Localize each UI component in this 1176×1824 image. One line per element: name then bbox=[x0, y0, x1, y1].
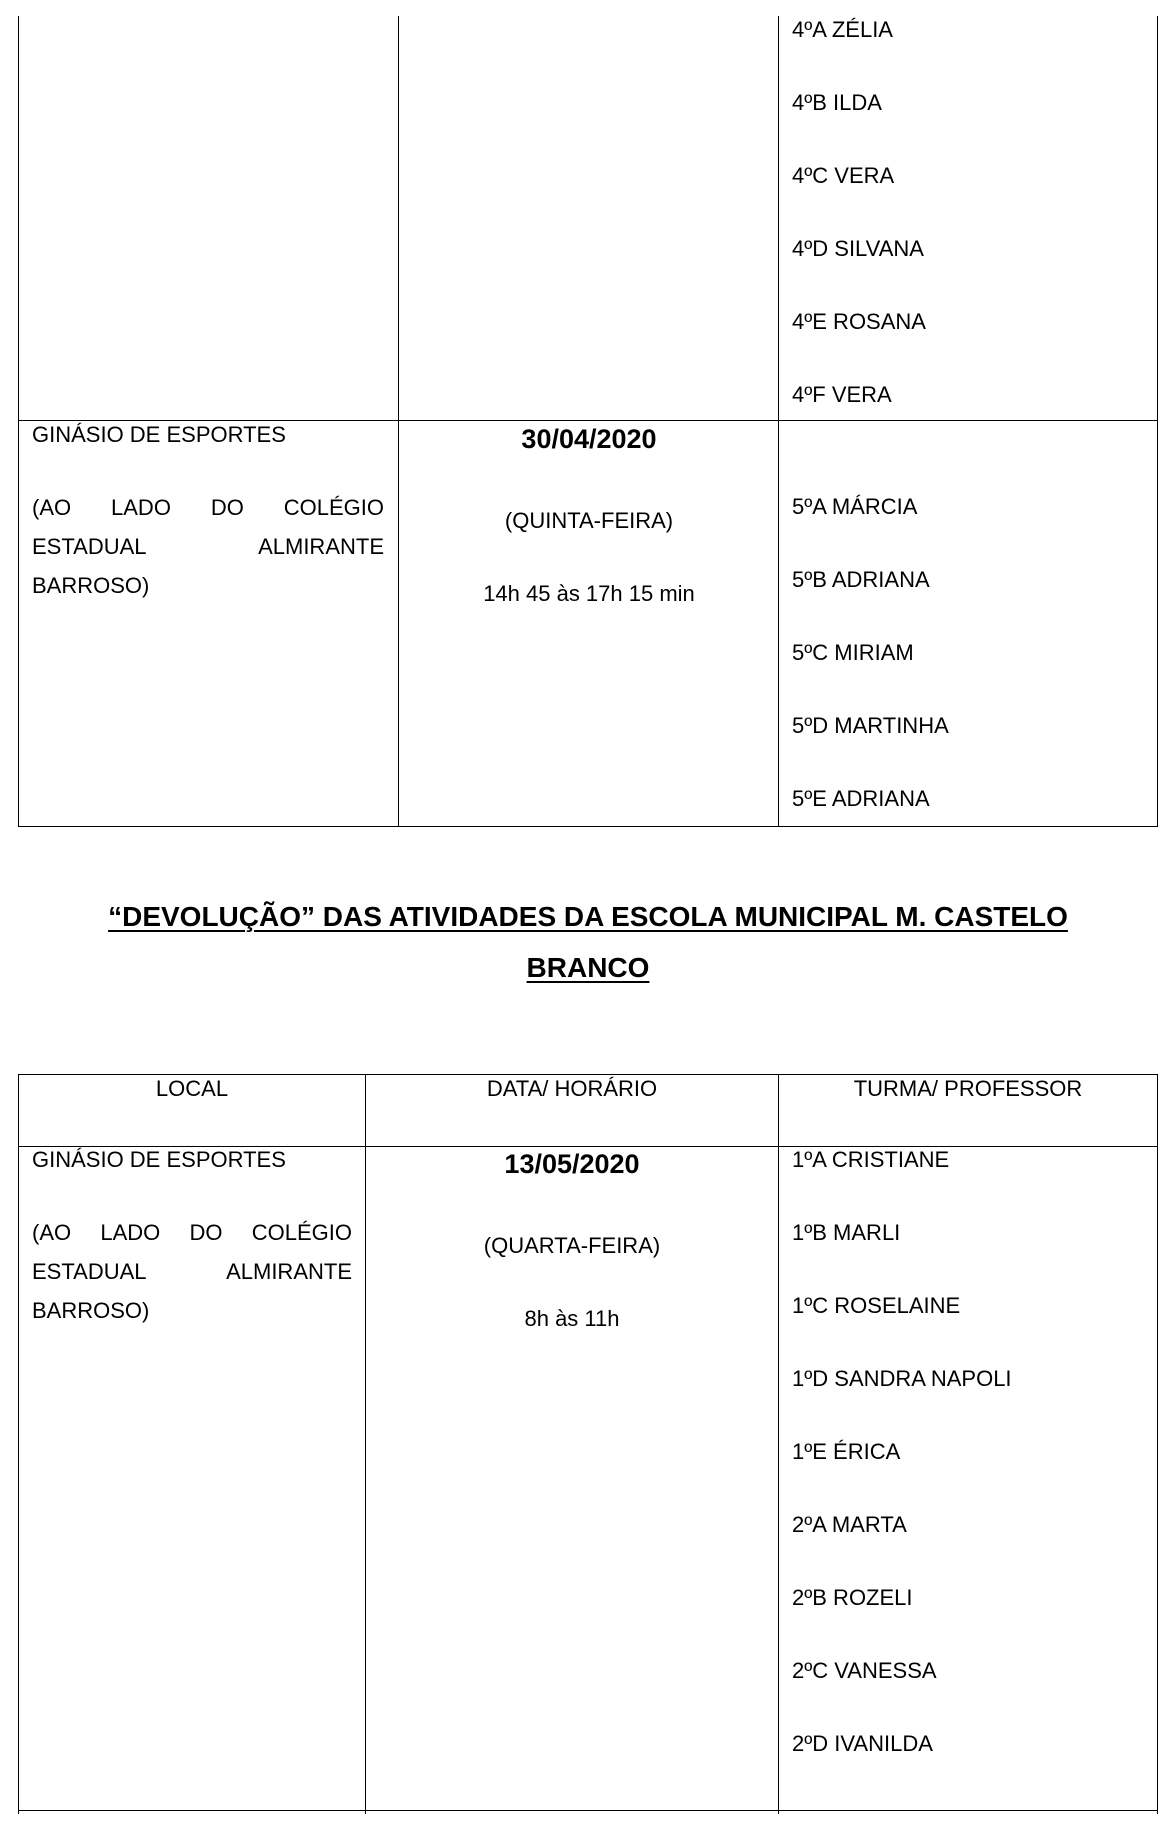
event-date: 13/05/2020 bbox=[504, 1149, 640, 1179]
column-divider bbox=[365, 1075, 366, 1814]
location-title: GINÁSIO DE ESPORTES bbox=[32, 422, 286, 447]
column-header-local: LOCAL bbox=[155, 1076, 229, 1101]
event-time: 8h às 11h bbox=[524, 1306, 620, 1331]
list-item: 2ºC VANESSA bbox=[792, 1658, 937, 1683]
list-item: 5ºD MARTINHA bbox=[792, 713, 949, 738]
location-note: (AO LADO DO COLÉGIO ESTADUAL ALMIRANTE BARROSO) bbox=[32, 495, 384, 598]
class-list-5th-grade bbox=[792, 494, 949, 859]
section-heading bbox=[18, 891, 1158, 993]
event-date: 30/04/2020 bbox=[521, 424, 657, 454]
list-item: 4ºA ZÉLIA bbox=[792, 17, 893, 42]
table-bottom-border bbox=[18, 1810, 1158, 1811]
class-list-1st-2nd-grade bbox=[792, 1147, 1012, 1804]
list-item: 1ºC ROSELAINE bbox=[792, 1293, 961, 1318]
event-weekday: (QUINTA-FEIRA) bbox=[504, 508, 674, 533]
section-heading-line-2: BRANCO bbox=[526, 952, 650, 983]
event-weekday: (QUARTA-FEIRA) bbox=[483, 1233, 661, 1258]
list-item: 1ºB MARLI bbox=[792, 1220, 901, 1245]
list-item: 1ºA CRISTIANE bbox=[792, 1147, 950, 1172]
column-divider bbox=[778, 16, 779, 826]
list-item: 5ºA MÁRCIA bbox=[792, 494, 918, 519]
list-item: 4ºD SILVANA bbox=[792, 236, 924, 261]
location-title: GINÁSIO DE ESPORTES bbox=[32, 1147, 286, 1172]
list-item: 1ºE ÉRICA bbox=[792, 1439, 901, 1464]
list-item: 4ºE ROSANA bbox=[792, 309, 926, 334]
list-item: 2ºB ROZELI bbox=[792, 1585, 913, 1610]
list-item: 4ºF VERA bbox=[792, 382, 892, 407]
row-divider bbox=[19, 420, 1157, 421]
list-item: 2ºD IVANILDA bbox=[792, 1731, 933, 1756]
list-item: 5ºB ADRIANA bbox=[792, 567, 930, 592]
list-item: 5ºC MIRIAM bbox=[792, 640, 914, 665]
list-item: 5ºE ADRIANA bbox=[792, 786, 930, 811]
class-list-4th-grade bbox=[792, 17, 926, 455]
section-heading-line-1: “DEVOLUÇÃO” DAS ATIVIDADES DA ESCOLA MUNICIPAL M. CASTELO bbox=[108, 901, 1068, 932]
list-item: 1ºD SANDRA NAPOLI bbox=[792, 1366, 1012, 1391]
event-time: 14h 45 às 17h 15 min bbox=[483, 581, 695, 606]
list-item: 4ºB ILDA bbox=[792, 90, 882, 115]
column-divider bbox=[398, 16, 399, 826]
column-header-class-teacher: TURMA/ PROFESSOR bbox=[853, 1076, 1083, 1101]
column-header-date-time: DATA/ HORÁRIO bbox=[486, 1076, 658, 1101]
column-divider bbox=[778, 1075, 779, 1814]
location-note: (AO LADO DO COLÉGIO ESTADUAL ALMIRANTE BARROSO) bbox=[32, 1220, 352, 1323]
list-item: 4ºC VERA bbox=[792, 163, 895, 188]
list-item: 2ºA MARTA bbox=[792, 1512, 907, 1537]
